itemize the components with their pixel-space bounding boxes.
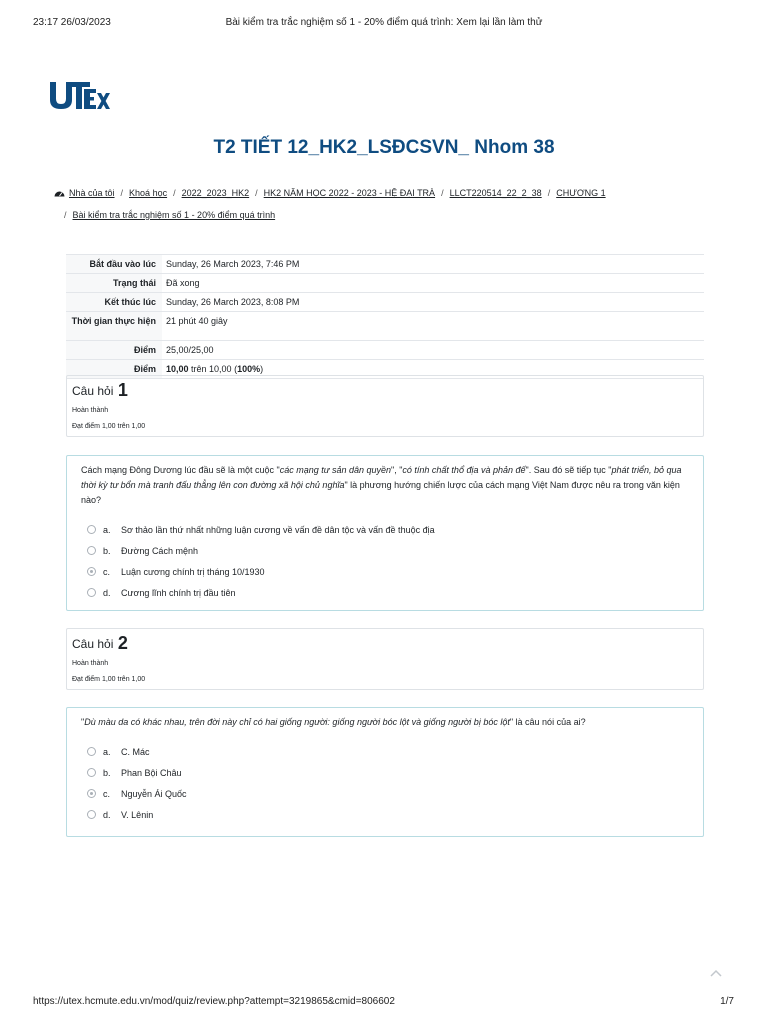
qtext-italic: có tính chất thổ địa và phản đế — [402, 465, 526, 475]
print-header — [0, 17, 768, 31]
grade-percent: 100% — [237, 364, 261, 374]
summary-value: 25,00/25,00 — [166, 345, 214, 355]
print-document-title: Bài kiểm tra trắc nghiệm số 1 - 20% điểm quá trình: Xem lại lần làm thử — [225, 17, 543, 28]
radio-button[interactable] — [87, 768, 96, 777]
dashboard-icon — [54, 189, 65, 197]
breadcrumb-separator: / — [547, 188, 551, 198]
back-to-top-button[interactable] — [708, 966, 724, 980]
answer-letter: b. — [103, 545, 111, 556]
qtext-italic: phát triển, bỏ qua thời kỳ tư bổn mà tranh đấu thẳng lên con đường xã hội chủ nghĩa — [81, 465, 682, 490]
summary-label: Bắt đầu vào lúc — [66, 255, 162, 274]
grade-out-of: trên 10,00 ( — [188, 364, 238, 374]
question-info-1 — [66, 375, 704, 437]
answer-option-c[interactable] — [81, 783, 689, 804]
answer-list — [81, 741, 689, 825]
summary-value: Đã xong — [166, 278, 200, 288]
qtext-part: " là câu nói của ai? — [509, 717, 586, 727]
answer-option-a[interactable] — [81, 741, 689, 762]
answer-text: V. Lênin — [121, 809, 154, 820]
breadcrumb-courses[interactable]: Khoá học — [129, 188, 168, 198]
course-title: T2 TIẾT 12_HK2_LSĐCSVN_ Nhom 38 — [213, 137, 555, 158]
summary-value: Sunday, 26 March 2023, 8:08 PM — [166, 297, 300, 307]
print-url: https://utex.hcmute.edu.vn/mod/quiz/review.php?attempt=3219865&cmid=806602 — [33, 996, 395, 1007]
answer-text: Đường Cách mệnh — [121, 545, 198, 556]
summary-row — [66, 274, 704, 293]
breadcrumb-home[interactable]: Nhà của tôi — [69, 188, 115, 198]
answer-text: Nguyễn Ái Quốc — [121, 788, 187, 799]
radio-button[interactable] — [87, 810, 96, 819]
answer-option-a[interactable] — [81, 519, 689, 540]
attempt-summary-table — [66, 254, 704, 379]
qtext-italic: các mạng tư sản dân quyền — [279, 465, 392, 475]
summary-row — [66, 341, 704, 360]
radio-button[interactable] — [87, 525, 96, 534]
question-state: Hoàn thành — [72, 407, 109, 414]
summary-row — [66, 312, 704, 341]
summary-value: 21 phút 40 giây — [166, 316, 228, 326]
radio-button[interactable] — [87, 546, 96, 555]
answer-list — [81, 519, 689, 603]
answer-letter: a. — [103, 524, 111, 535]
breadcrumb-separator: / — [120, 188, 124, 198]
grade-close: ) — [260, 364, 264, 374]
answer-letter: b. — [103, 767, 111, 778]
answer-letter: c. — [103, 566, 111, 577]
answer-option-d[interactable] — [81, 804, 689, 825]
question-grade: Đạt điểm 1,00 trên 1,00 — [72, 423, 146, 430]
breadcrumb-separator: / — [64, 210, 67, 220]
answer-option-d[interactable] — [81, 582, 689, 603]
answer-text: Cương lĩnh chính trị đầu tiên — [121, 587, 236, 598]
qtext-part: Cách mạng Đông Dương lúc đầu sẽ là một cuộc " — [81, 465, 280, 475]
summary-label: Điểm — [66, 341, 162, 360]
breadcrumb — [54, 182, 714, 226]
print-datetime: 23:17 26/03/2023 — [33, 17, 111, 28]
radio-button[interactable] — [87, 588, 96, 597]
answer-option-c[interactable] — [81, 561, 689, 582]
question-grade: Đạt điểm 1,00 trên 1,00 — [72, 676, 146, 683]
breadcrumb-separator: / — [255, 188, 258, 198]
answer-option-b[interactable] — [81, 540, 689, 561]
summary-value: Sunday, 26 March 2023, 7:46 PM — [166, 259, 300, 269]
answer-text: C. Mác — [121, 746, 150, 757]
question-info-2 — [66, 628, 704, 690]
question-number: 1 — [117, 380, 128, 400]
qtext-italic: Dù màu da có khác nhau, trên đời này chỉ có hai giống người: giống người bóc lột và giống người bị bóc lột — [84, 717, 510, 727]
radio-button[interactable] — [87, 747, 96, 756]
radio-button-selected[interactable] — [87, 789, 96, 798]
print-page-number: 1/7 — [720, 996, 734, 1007]
summary-row — [66, 293, 704, 312]
answer-letter: d. — [103, 809, 111, 820]
summary-label: Điểm — [66, 360, 162, 379]
qtext-part: " là phương hướng chiến lược của cách mạng Việt Nam được nêu ra trong văn kiện nào? — [81, 480, 680, 505]
breadcrumb-term[interactable]: 2022_2023_HK2 — [181, 188, 250, 198]
question-number: 2 — [117, 633, 128, 653]
answer-letter: a. — [103, 746, 111, 757]
utex-logo-image — [48, 80, 110, 110]
qtext-part: ". Sau đó sẽ tiếp tục " — [525, 465, 612, 475]
answer-letter: d. — [103, 587, 111, 598]
summary-label: Kết thúc lúc — [66, 293, 162, 312]
summary-label: Trạng thái — [66, 274, 162, 293]
breadcrumb-category[interactable]: HK2 NĂM HỌC 2022 - 2023 - HỆ ĐẠI TRÀ — [263, 188, 436, 198]
chevron-up-icon — [708, 966, 724, 980]
question-content-2 — [66, 707, 704, 837]
answer-text: Sơ thảo lần thứ nhất những luận cương về vấn đề dân tộc và vấn đề thuộc địa — [121, 524, 435, 535]
utex-logo[interactable] — [48, 80, 110, 110]
question-state: Hoàn thành — [72, 660, 109, 667]
answer-letter: c. — [103, 788, 111, 799]
answer-text: Phan Bội Châu — [121, 767, 182, 778]
question-label: Câu hỏi — [72, 384, 114, 398]
question-content-1 — [66, 455, 704, 611]
answer-option-b[interactable] — [81, 762, 689, 783]
summary-label: Thời gian thực hiện — [66, 312, 162, 341]
breadcrumb-section[interactable]: CHƯƠNG 1 — [556, 188, 606, 198]
print-footer — [0, 996, 768, 1010]
summary-row — [66, 255, 704, 274]
breadcrumb-quiz[interactable]: Bài kiểm tra trắc nghiệm số 1 - 20% điểm quá trình — [72, 210, 276, 220]
breadcrumb-separator: / — [173, 188, 176, 198]
question-text — [81, 715, 689, 730]
qtext-part: ", " — [391, 465, 403, 475]
question-text — [81, 463, 689, 508]
radio-button-selected[interactable] — [87, 567, 96, 576]
breadcrumb-course[interactable]: LLCT220514_22_2_38 — [449, 188, 542, 198]
grade-value: 10,00 — [166, 364, 189, 374]
breadcrumb-separator: / — [441, 188, 444, 198]
qtext-part: " — [81, 717, 85, 727]
question-label: Câu hỏi — [72, 637, 114, 651]
answer-text: Luận cương chính trị tháng 10/1930 — [121, 566, 265, 577]
